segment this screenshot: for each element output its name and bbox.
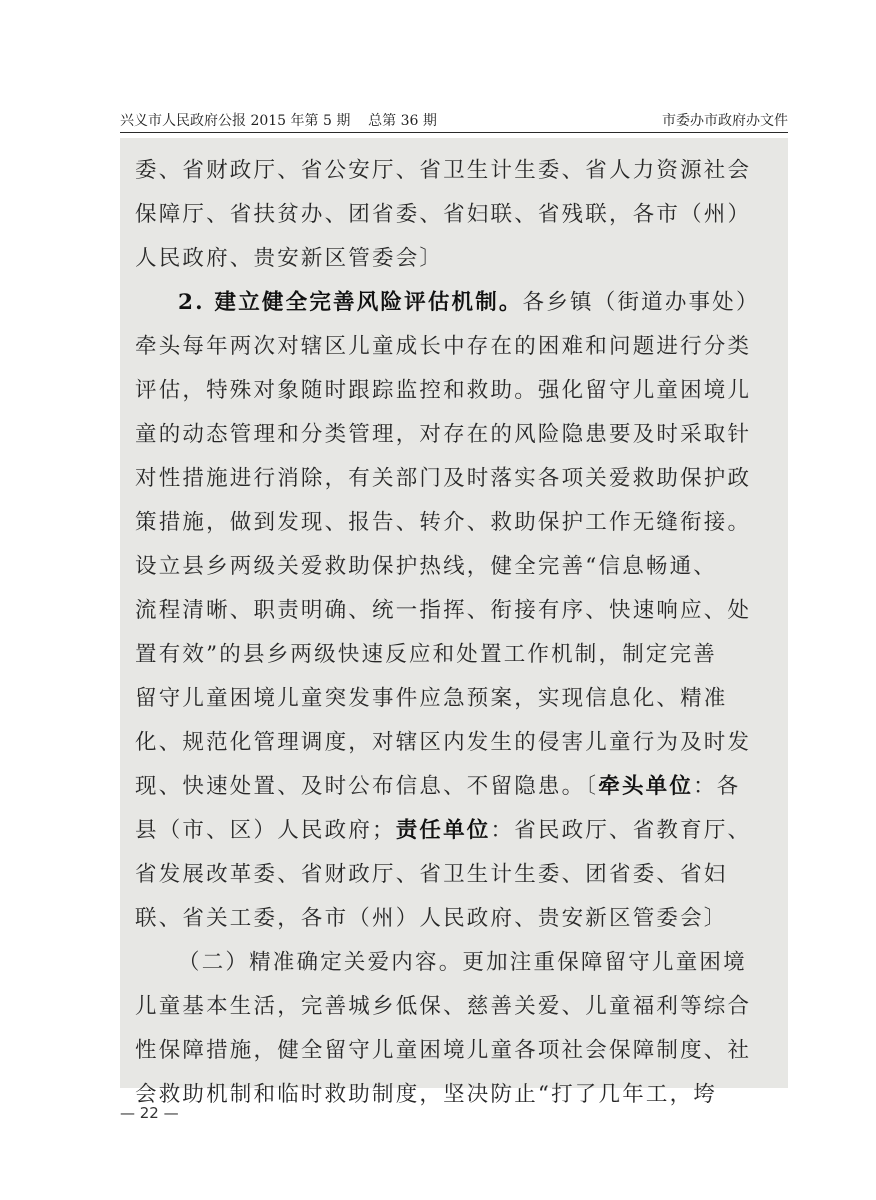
responsible-unit-label: 责任单位 (395, 818, 491, 843)
text-line: 对性措施进行消除，有关部门及时落实各项关爱救助保护政 (135, 466, 752, 491)
text-line: 设立县乡两级关爱救助保护热线，健全完善“信息畅通、 (135, 554, 717, 579)
text-line: 省发展改革委、省财政厅、省卫生计生委、团省委、省妇 (135, 862, 728, 887)
text-line: 人民政府、贵安新区管委会〕 (135, 246, 444, 271)
text-line: 留守儿童困境儿童突发事件应急预案，实现信息化、精准 (135, 686, 728, 711)
text-line: 性保障措施，健全留守儿童困境儿童各项社会保障制度、社 (135, 1038, 752, 1063)
text-line: 置有效”的县乡两级快速反应和处置工作机制，制定完善 (135, 642, 717, 667)
text-line: 策措施，做到发现、报告、转介、救助保护工作无缝衔接。 (135, 510, 752, 535)
text-line: 化、规范化管理调度，对辖区内发生的侵害儿童行为及时发 (135, 730, 752, 755)
text-line: 儿童基本生活，完善城乡低保、慈善关爱、儿童福利等综合 (135, 994, 752, 1019)
text-line: 评估，特殊对象随时跟踪监控和救助。强化留守儿童困境儿 (135, 378, 752, 403)
page-number: — 22 — (120, 1104, 179, 1122)
text-run: 各乡镇（街道办事处） (522, 290, 760, 315)
text-run: 县（市、区）人民政府； (135, 818, 396, 843)
text-line: （二）精准确定关爱内容。更加注重保障留守儿童困境 (178, 950, 747, 975)
text-line: 委、省财政厅、省公安厅、省卫生计生委、省人力资源社会 (135, 158, 752, 183)
text-line: 会救助机制和临时救助制度，坚决防止“打了几年工，垮 (135, 1082, 717, 1107)
text-run: ：省民政厅、省教育厅、 (490, 818, 752, 843)
text-line (135, 811, 780, 851)
page-header (120, 108, 788, 134)
header-section: 市委办市政府办文件 (662, 113, 788, 129)
lead-unit-label: 牵头单位 (598, 774, 694, 799)
text-line: 保障厅、省扶贫办、团省委、省妇联、省残联，各市（州） (135, 202, 752, 227)
text-run: 现、快速处置、及时公布信息、不留隐患。〔 (135, 774, 599, 799)
section-heading: 2. 建立健全完善风险评估机制。 (178, 290, 523, 315)
text-line: 流程清晰、职责明确、统一指挥、衔接有序、快速响应、处 (135, 598, 752, 623)
text-line: 联、省关工委，各市（州）人民政府、贵安新区管委会〕 (135, 906, 728, 931)
header-publication: 兴义市人民政府公报 2015 年第 5 期 总第 36 期 (120, 113, 437, 129)
text-line: 童的动态管理和分类管理，对存在的风险隐患要及时采取针 (135, 422, 752, 447)
text-line (178, 283, 780, 323)
text-run: ：各 (693, 774, 741, 799)
header-rule (120, 132, 788, 133)
text-line (135, 767, 780, 807)
text-line: 牵头每年两次对辖区儿童成长中存在的困难和问题进行分类 (135, 334, 752, 359)
